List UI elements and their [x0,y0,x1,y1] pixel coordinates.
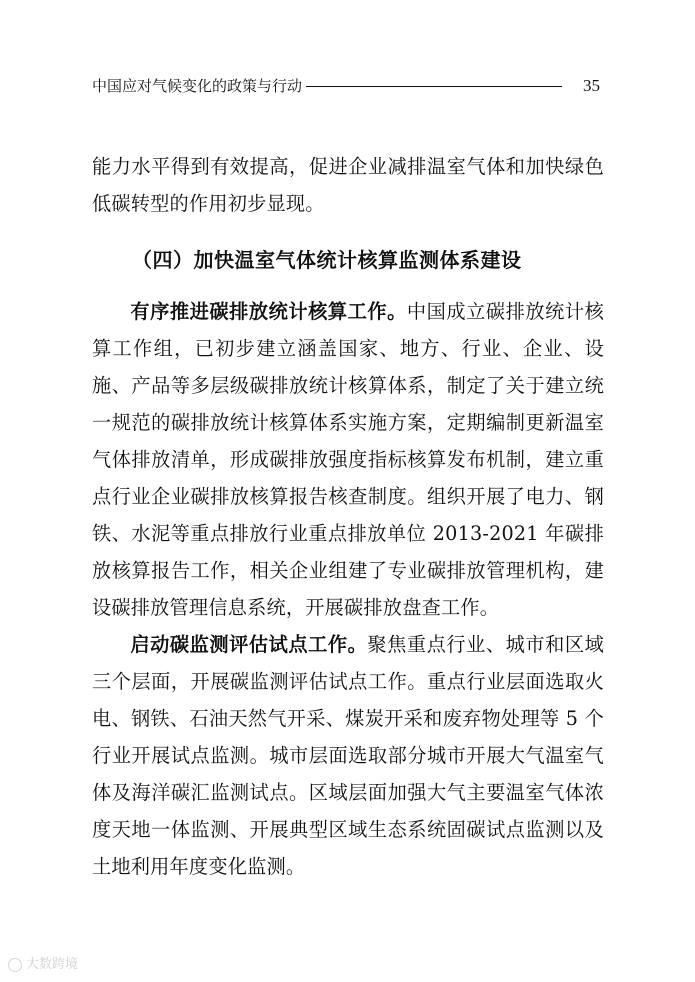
page-body [92,148,604,885]
watermark [8,956,78,974]
running-header [92,74,600,98]
page-number: 35 [583,76,600,95]
paragraph-carbon-monitoring [92,626,604,885]
paragraph-text: 中国成立碳排放统计核算工作组，已初步建立涵盖国家、地方、行业、企业、设施、产品等多层级碳排放统计核算体系，制定了关于建立统一规范的碳排放统计核算体系实施方案，定期编制更新温室气体排放清单，形成碳排放强度指标核算发布机制，建立重点行业企业碳排放核算报告核查制度。组织开展了电力、钢铁、水泥等重点排放行业重点排放单位 2013-2021 年碳排放核算报告工作，相关企业组建了专业碳排放管理机构，建设碳排放管理信息系统，开展碳排放盘查工作。 [92,300,604,619]
continuation-paragraph: 能力水平得到有效提高，促进企业减排温室气体和加快绿色低碳转型的作用初步显现。 [92,155,604,215]
section-heading: （四）加快温室气体统计核算监测体系建设 [132,248,522,272]
paragraph-lead: 有序推进碳排放统计核算工作。 [130,300,407,323]
paragraph-carbon-accounting [92,293,604,626]
header-rule [306,86,562,87]
watermark-logo-icon [8,958,22,972]
paragraph-text: 聚焦重点行业、城市和区域三个层面，开展碳监测评估试点工作。重点行业层面选取火电、钢铁、石油天然气开采、煤炭开采和废弃物处理等 5 个行业开展试点监测。城市层面选取部分城市开展大气温室气体及海洋碳汇监测试点。区域层面加强大气主要温室气体浓度天地一体监测、开展典型区域生态系统固碳试点监测以及土地利用年度变化监测。 [92,633,604,878]
paragraph-lead: 启动碳监测评估试点工作。 [130,633,368,656]
watermark-text: 大数跨境 [26,957,79,972]
header-title: 中国应对气候变化的政策与行动 [92,77,303,95]
